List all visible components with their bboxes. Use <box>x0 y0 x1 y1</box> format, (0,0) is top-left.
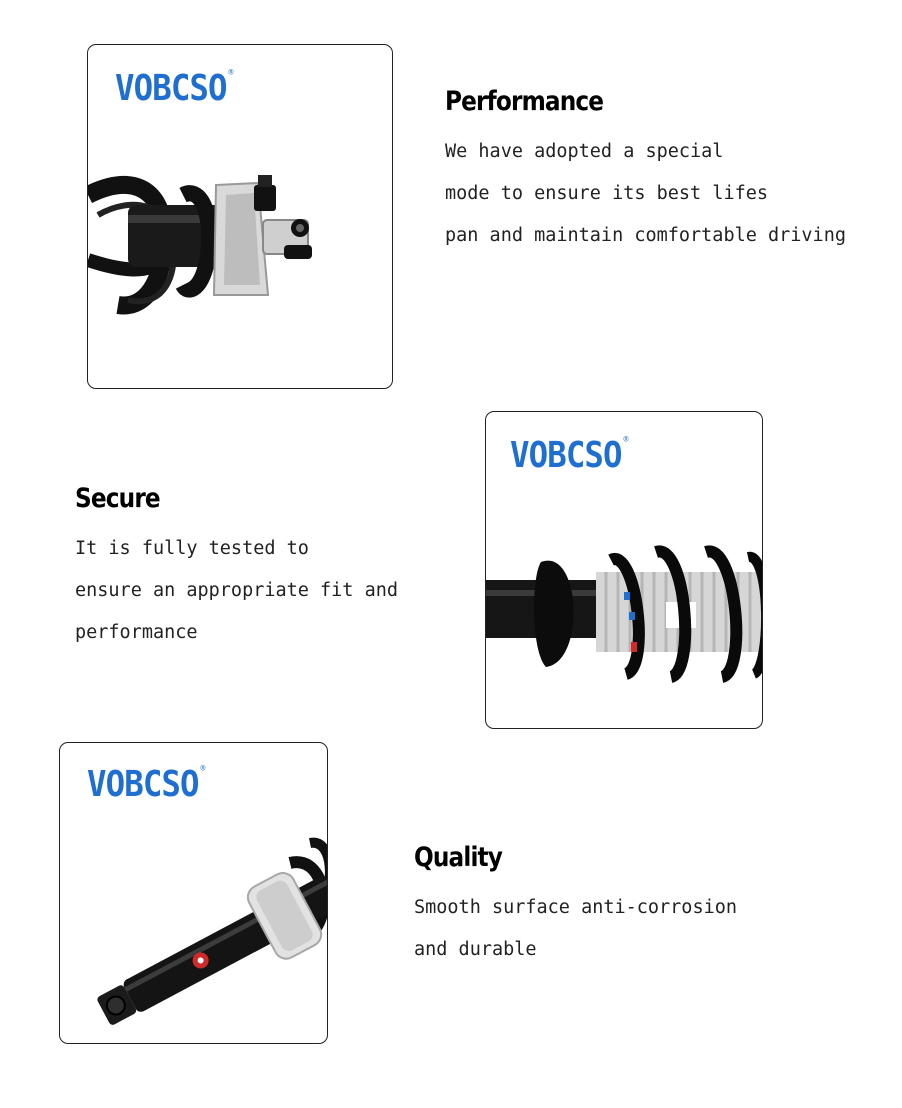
performance-heading: Performance <box>445 86 604 117</box>
brand-name: VOBCSO <box>510 435 622 476</box>
shock-body-illustration <box>60 743 327 1043</box>
performance-description <box>445 131 846 257</box>
performance-line-2: mode to ensure its best lifes <box>445 183 769 204</box>
performance-line-1: We have adopted a special <box>445 141 724 162</box>
registered-mark: ® <box>200 764 206 774</box>
registered-mark: ® <box>228 68 234 78</box>
brand-name: VOBCSO <box>87 764 199 805</box>
coil-spring-illustration <box>486 412 762 728</box>
quality-line-2: and durable <box>414 939 537 960</box>
brand-name: VOBCSO <box>115 68 227 109</box>
product-card-shock-body <box>59 742 328 1044</box>
shock-top-mount-illustration <box>88 45 392 388</box>
secure-line-2: ensure an appropriate fit and <box>75 580 399 601</box>
registered-mark: ® <box>623 435 629 445</box>
product-card-top-mount <box>87 44 393 389</box>
secure-description <box>75 528 398 654</box>
quality-description <box>414 887 737 971</box>
secure-line-1: It is fully tested to <box>75 538 309 559</box>
secure-line-3: performance <box>75 622 198 643</box>
product-card-spring-coil <box>485 411 763 729</box>
quality-heading: Quality <box>414 842 503 873</box>
quality-line-1: Smooth surface anti-corrosion <box>414 897 738 918</box>
performance-line-3: pan and maintain comfortable driving <box>445 225 846 246</box>
secure-heading: Secure <box>75 483 160 514</box>
